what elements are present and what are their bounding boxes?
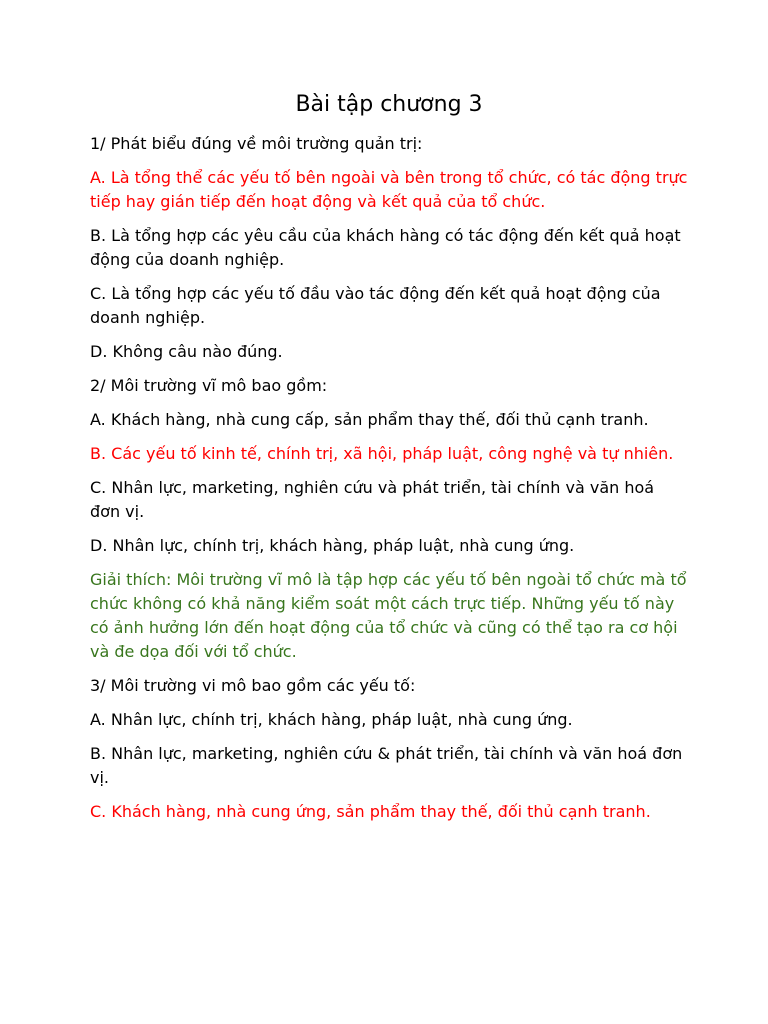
question-1: 1/ Phát biểu đúng về môi trường quản trị: [90,134,423,153]
question-3-option-b: B. Nhân lực, marketing, nghiên cứu & phát triển, tài chính và văn hoá đơn vị. [90,744,683,787]
question-2-option-d: D. Nhân lực, chính trị, khách hàng, pháp luật, nhà cung ứng. [90,536,575,555]
question-1-option-c: C. Là tổng hợp các yếu tố đầu vào tác động đến kết quả hoạt động của doanh nghiệp. [90,284,661,327]
question-1-option-a: A. Là tổng thể các yếu tố bên ngoài và bên trong tổ chức, có tác động trực tiếp hay gián tiếp đến hoạt động và kết quả của tổ chức. [90,168,688,211]
question-3-option-c: C. Khách hàng, nhà cung ứng, sản phẩm thay thế, đối thủ cạnh tranh. [90,802,651,821]
question-3-option-a: A. Nhân lực, chính trị, khách hàng, pháp luật, nhà cung ứng. [90,710,573,729]
question-3: 3/ Môi trường vi mô bao gồm các yếu tố: [90,676,416,695]
question-2-option-c: C. Nhân lực, marketing, nghiên cứu và phát triển, tài chính và văn hoá đơn vị. [90,478,655,521]
question-2-option-a: A. Khách hàng, nhà cung cấp, sản phẩm thay thế, đối thủ cạnh tranh. [90,410,649,429]
question-2: 2/ Môi trường vĩ mô bao gồm: [90,376,328,395]
question-1-option-b: B. Là tổng hợp các yêu cầu của khách hàng có tác động đến kết quả hoạt động của doanh nghiệp. [90,226,681,269]
question-1-option-d: D. Không câu nào đúng. [90,342,283,361]
page-title: Bài tập chương 3 [295,92,483,117]
question-2-explanation: Giải thích: Môi trường vĩ mô là tập hợp các yếu tố bên ngoài tổ chức mà tổ chức không có khả năng kiểm soát một cách trực tiếp. Những yếu tố này có ảnh hưởng lớn đến hoạt động của tổ chức và cũng có thể tạo ra cơ hội và đe dọa đối với tổ chức. [90,570,687,661]
question-2-option-b: B. Các yếu tố kinh tế, chính trị, xã hội, pháp luật, công nghệ và tự nhiên. [90,444,674,463]
